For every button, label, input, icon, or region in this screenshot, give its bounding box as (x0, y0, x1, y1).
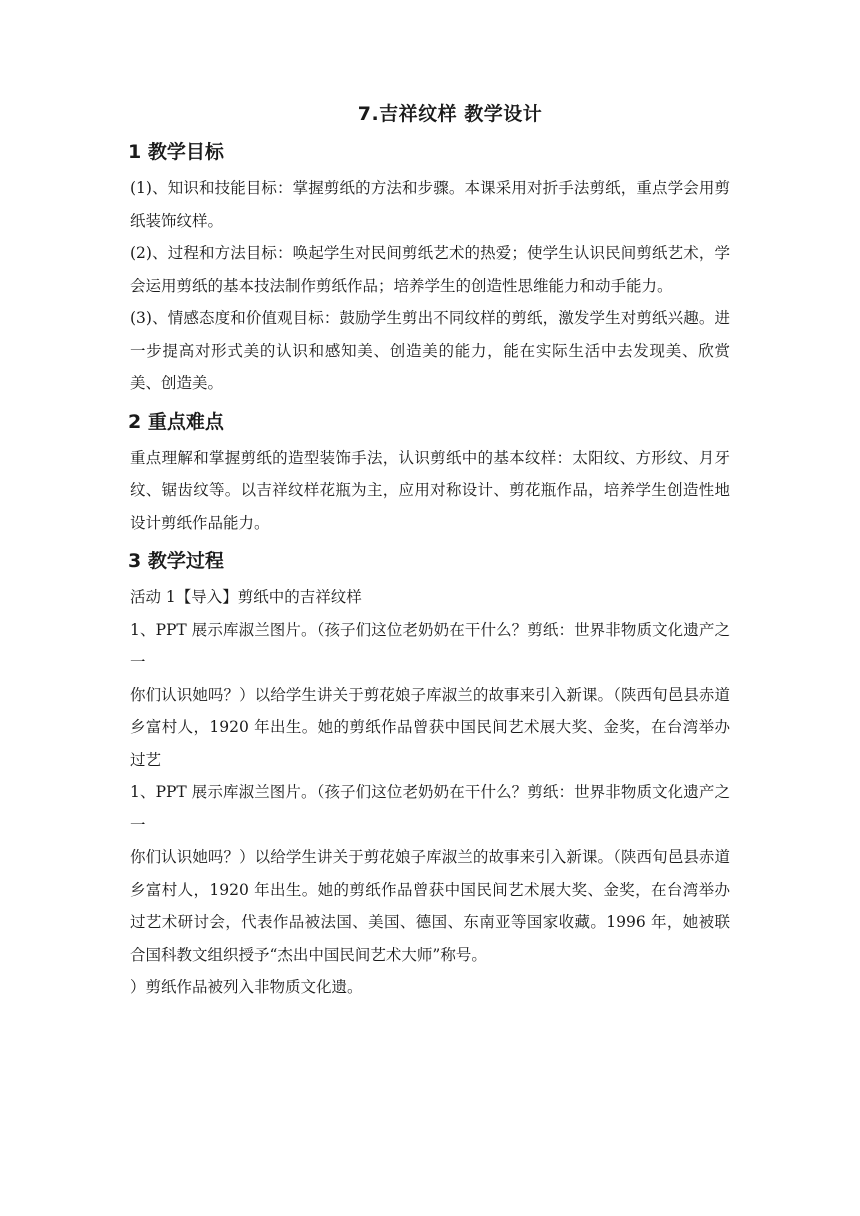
section-heading-key-difficulties: 2 重点难点 (128, 410, 224, 433)
objective-knowledge-skills: (1)、知识和技能目标：掌握剪纸的方法和步骤。本课采用对折手法剪纸，重点学会用剪纸装饰纹样。 (130, 179, 730, 230)
process-paragraph-last: ）剪纸作品被列入非物质文化遗。 (130, 978, 363, 996)
key-difficulties-text: 重点理解和掌握剪纸的造型装饰手法，认识剪纸中的基本纹样：太阳纹、方形纹、月牙纹、锯齿纹等。以吉祥纹样花瓶为主，应用对称设计、剪花瓶作品，培养学生创造性地设计剪纸作品能力。 (130, 448, 730, 532)
activity-title: 活动 1【导入】剪纸中的吉祥纹样 (130, 588, 362, 606)
process-paragraph: 1、PPT 展示库淑兰图片。（孩子们这位老奶奶在干什么？剪纸：世界非物质文化遗产之一 (130, 783, 730, 834)
process-paragraph: 你们认识她吗？）以给学生讲关于剪花娘子库淑兰的故事来引入新课。（陕西旬邑县赤道乡富村人，1920 年出生。她的剪纸作品曾获中国民间艺术展大奖、金奖，在台湾举办过艺 (130, 685, 730, 769)
document-title: 7.吉祥纹样 教学设计 (357, 103, 543, 125)
process-paragraph: 1、PPT 展示库淑兰图片。（孩子们这位老奶奶在干什么？剪纸：世界非物质文化遗产之一 (130, 620, 730, 671)
process-paragraph: 你们认识她吗？）以给学生讲关于剪花娘子库淑兰的故事来引入新课。（陕西旬邑县赤道乡富村人，1920 年出生。她的剪纸作品曾获中国民间艺术展大奖、金奖，在台湾举办过艺术研讨会，代表作品被法国、美国、德国、东南亚等国家收藏。1996 年，她被联合国科教文组织授予“杰出中国民间艺术大师”称号。 (130, 848, 730, 964)
section-heading-teaching-process: 3 教学过程 (128, 550, 224, 572)
section-heading-teaching-objectives: 1 教学目标 (128, 141, 224, 163)
objective-emotion-values: (3)、情感态度和价值观目标：鼓励学生剪出不同纹样的剪纸，激发学生对剪纸兴趣。进一步提高对形式美的认识和感知美、创造美的能力，能在实际生活中去发现美、欣赏美、创造美。 (130, 309, 730, 392)
objective-process-methods: (2)、过程和方法目标：唤起学生对民间剪纸艺术的热爱；使学生认识民间剪纸艺术，学会运用剪纸的基本技法制作剪纸作品；培养学生的创造性思维能力和动手能力。 (130, 244, 730, 295)
